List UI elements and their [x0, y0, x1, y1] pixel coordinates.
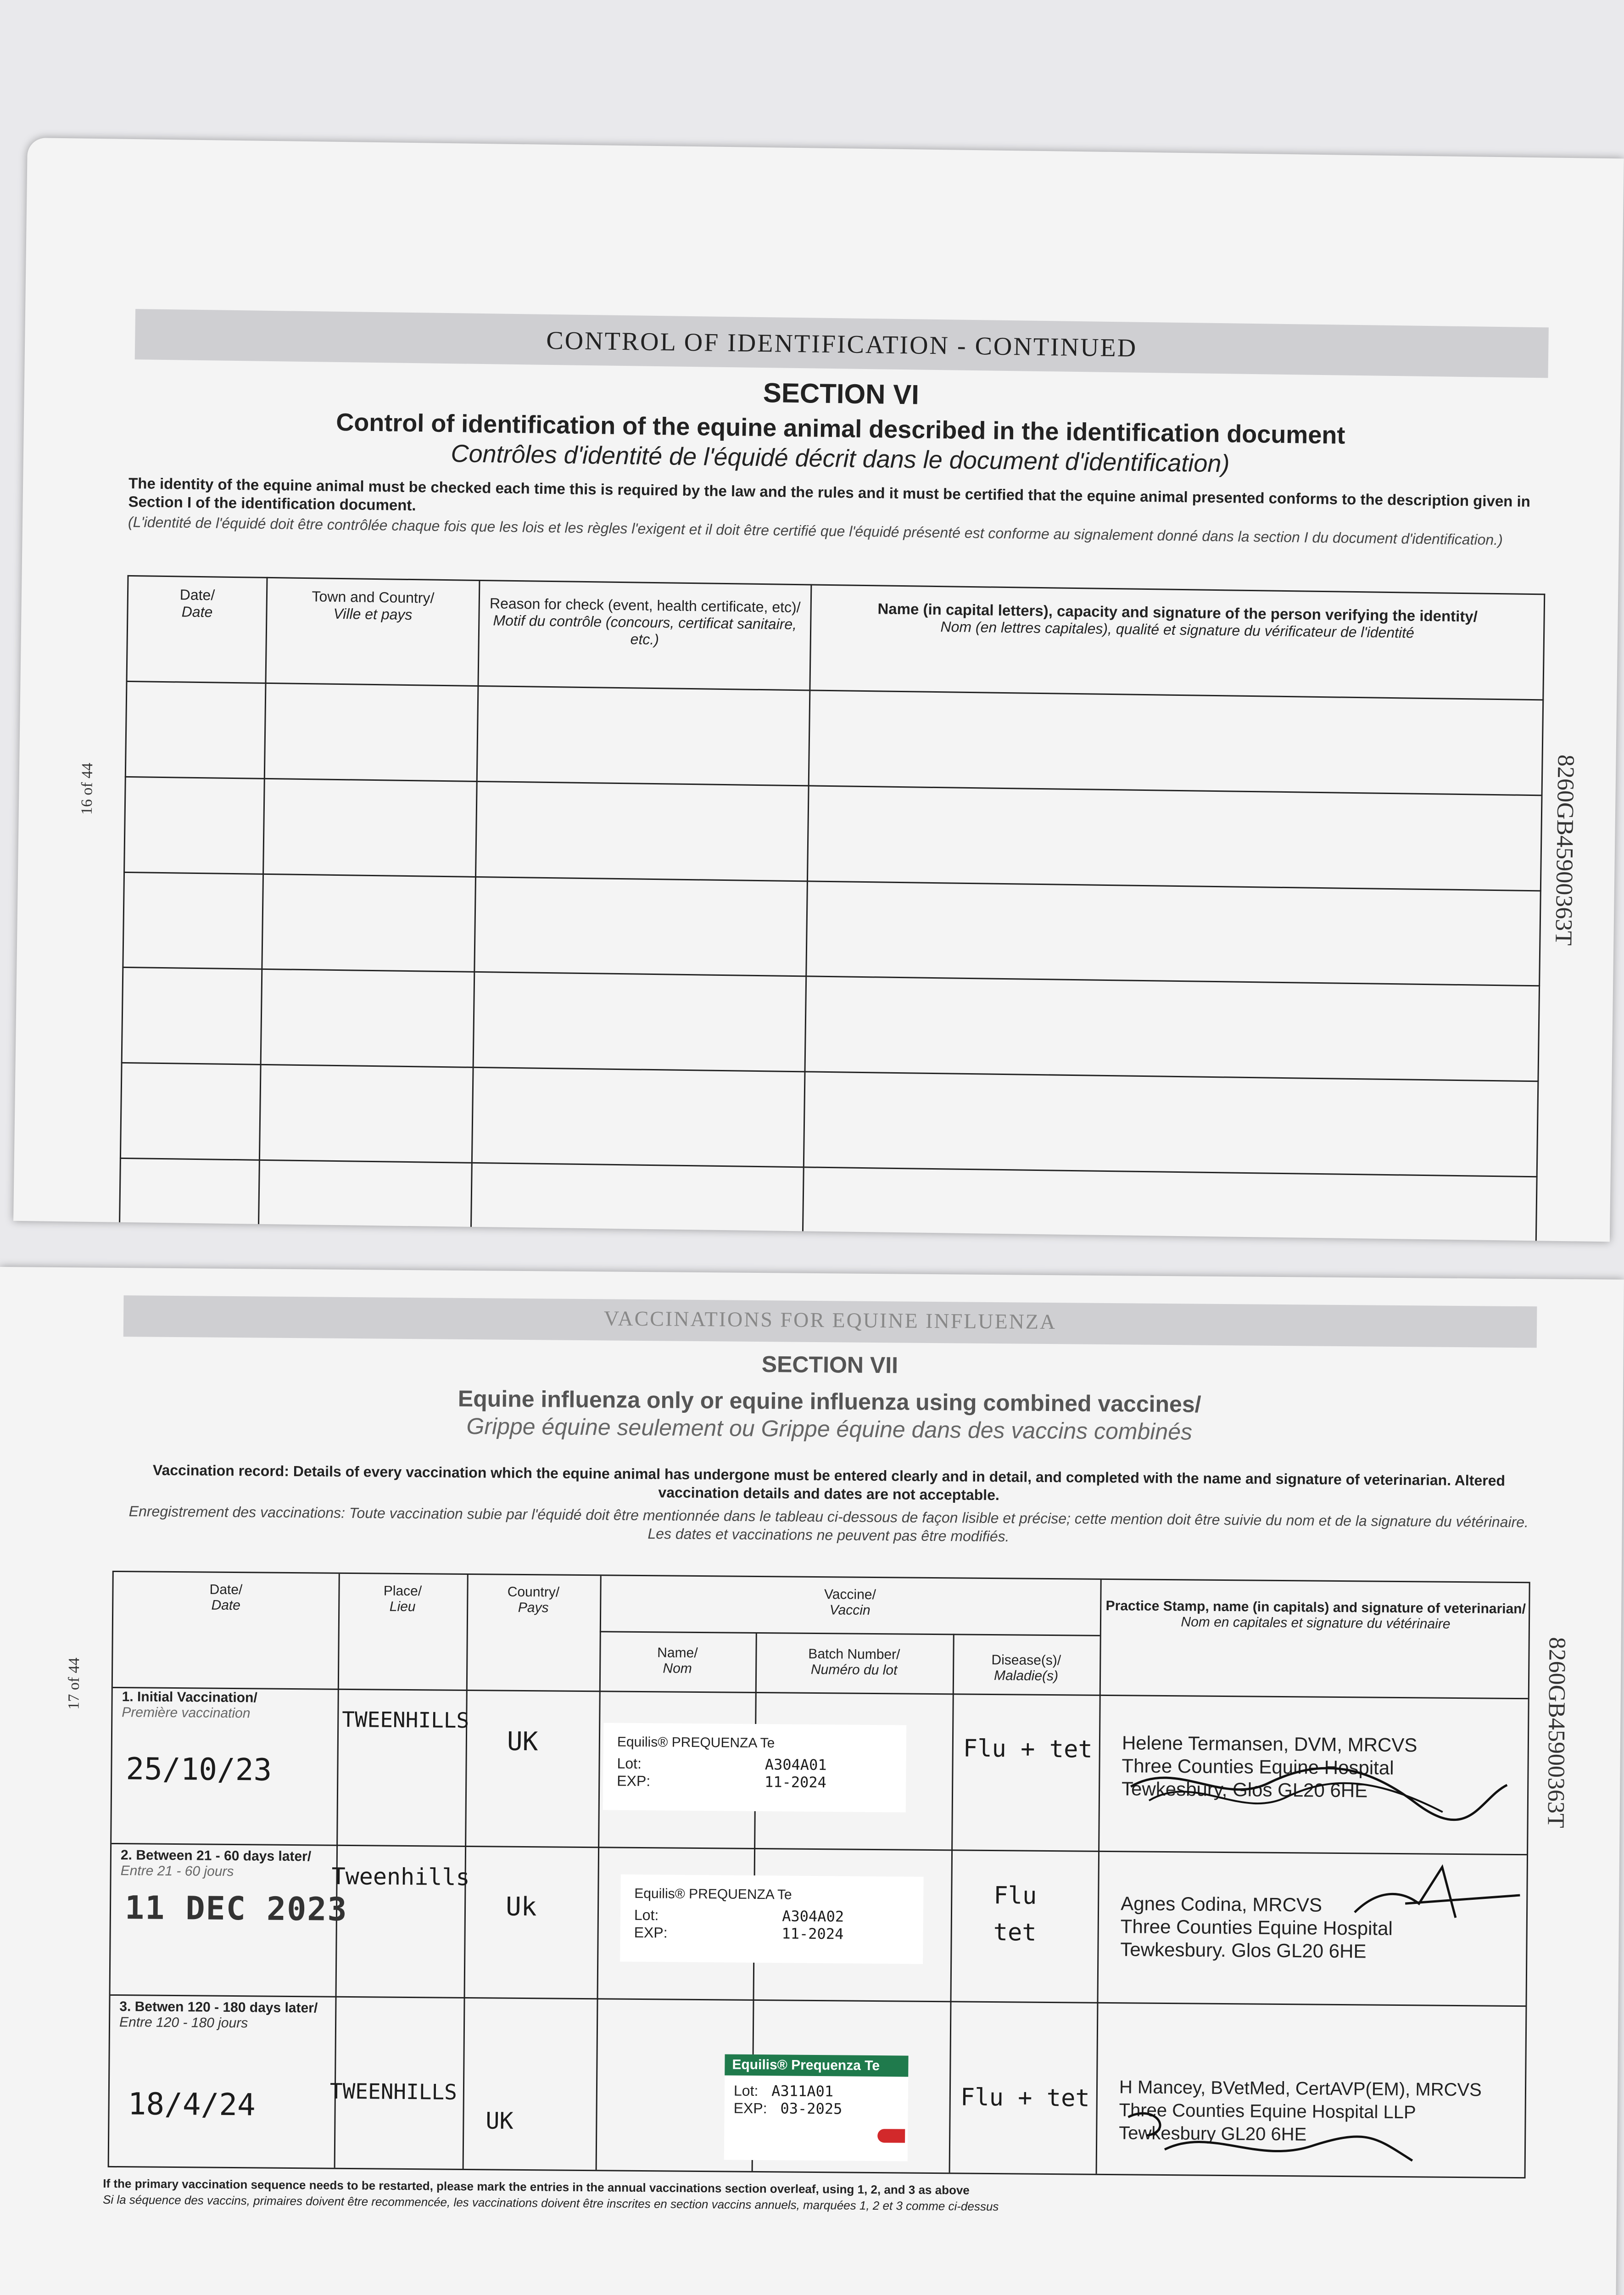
page-section-vi — [13, 138, 1624, 1242]
row-2-date: 11 DEC 2023 — [124, 1889, 348, 1928]
row-3-place: TWEENHILLS — [329, 2078, 458, 2105]
table-row — [123, 872, 1540, 986]
page-number: 17 of 44 — [65, 1657, 83, 1710]
footer-note-en: If the primary vaccination sequence needs to be restarted, please mark the entries in the annual vaccinations section overleaf, using 1, 2, and 3 as above — [103, 2176, 970, 2197]
row-2-country: Uk — [505, 1892, 537, 1922]
row-1-vet-stamp: Helene Termansen, DVM, MRCVS Three Counties Equine Hospital Tewkesbury, Glos GL20 6HE — [1121, 1732, 1418, 1802]
row-1-country: UK — [507, 1726, 538, 1757]
header-date: Date/ Date — [209, 1582, 243, 1613]
band-title: VACCINATIONS FOR EQUINE INFLUENZA — [603, 1306, 1057, 1334]
row-2-vaccine-sticker: Equilis® PREQUENZA Te Lot: A304A02 EXP: 11-2024 — [620, 1875, 923, 1964]
section-title: SECTION VII — [761, 1351, 899, 1378]
identification-check-table — [118, 575, 1545, 1242]
col-reason-header: Reason for check (event, health certificate, etc)/ Motif du contrôle (concours, certificat sanitaire, etc.) — [478, 580, 811, 690]
header-batch: Batch Number/ Numéro du lot — [808, 1646, 900, 1678]
col-town-header: Town and Country/ Ville et pays — [266, 577, 480, 686]
table-header-row — [127, 576, 1545, 700]
row-1-vaccine-sticker: Equilis® PREQUENZA Te Lot: A304A01 EXP: 11-2024 — [603, 1723, 906, 1812]
row-3-vet-stamp: H Mancey, BVetMed, CertAVP(EM), MRCVS Three Counties Equine Hospital LLP Tewkesbury GL20 6HE — [1119, 2077, 1482, 2145]
row-3-signature — [1119, 2085, 1440, 2174]
row-1-place: TWEENHILLS — [342, 1707, 469, 1733]
header-country: Country/ Pays — [507, 1584, 560, 1616]
row-1-date: 25/10/23 — [126, 1751, 272, 1788]
instructions-en: Vaccination record: Details of every vaccination which the equine animal has undergone must be entered clearly and in detail, and completed with the name and signature of veterinarian. Altered vaccination details and dates are not acceptable. — [152, 1461, 1506, 1504]
header-disease: Disease(s)/ Maladie(s) — [991, 1652, 1061, 1684]
title-fr: Contrôles d'identité de l'équidé décrit dans le document d'identification) — [451, 440, 1230, 478]
row-1-label: 1. Initial Vaccination/ Première vaccination — [122, 1689, 257, 1721]
page-section-vii — [0, 1267, 1624, 2295]
row-3-country: UK — [486, 2107, 513, 2134]
row-3-label: 3. Betwen 120 - 180 days later/ Entre 120 - 180 jours — [119, 1999, 318, 2031]
title-en: Control of identification of the equine animal described in the identification document — [335, 408, 1345, 449]
vaccination-table — [108, 1571, 1530, 2178]
row-3-date: 18/4/24 — [128, 2086, 256, 2123]
table-row — [125, 681, 1543, 795]
row-2-disease: Flu tet — [993, 1882, 1037, 1947]
header-practice: Practice Stamp, name (in capitals) and signature of veterinarian/ Nom en capitales et signature du vétérinaire — [1105, 1598, 1526, 1632]
side-code: 8260GB45900363T — [1550, 754, 1579, 946]
table-row — [122, 968, 1539, 1081]
instructions-fr: Enregistrement des vaccinations: Toute vaccination subie par l'équidé doit être mentionnée dans le tableau ci-dessous de façon lisible et précise; cette mention doit être suivie du nom et de la signature du vétérinaire. Les dates et vaccinations ne peuvent pas être modifiés. — [128, 1503, 1529, 1545]
row-2-label: 2. Between 21 - 60 days later/ Entre 21 - 60 jours — [120, 1847, 312, 1880]
section-title: SECTION VI — [763, 377, 920, 410]
table-row — [124, 777, 1542, 890]
header-vaccine-name: Name/ Nom — [657, 1645, 698, 1676]
col-name-header: Name (in capital letters), capacity and signature of the person verifying the identity/ Nom (en lettres capitales), qualité et signature du vérificateur de l'identité — [810, 585, 1545, 700]
row-2-place: Tweenhills — [331, 1863, 470, 1891]
row-3-vaccine-sticker: Equilis® Prequenza Te Lot: A311A01 EXP: 03-2025 — [724, 2054, 909, 2161]
band-title: CONTROL OF IDENTIFICATION - CONTINUED — [546, 326, 1138, 363]
instructions-en: The identity of the equine animal must be checked each time this is required by the law and the rules and it must be certified that the equine animal presented conforms to the description given in Section I of the identification document. — [128, 474, 1531, 514]
row-3-disease: Flu + tet — [960, 2083, 1090, 2112]
header-vaccine: Vaccine/ Vaccin — [824, 1587, 876, 1618]
header-place: Place/ Lieu — [383, 1583, 422, 1615]
red-tab — [877, 2129, 905, 2143]
col-date-header: Date/ Date — [127, 576, 267, 683]
footer-note-fr: Si la séquence des vaccins, primaires doivent être recommencée, les vaccinations doivent être inscrites en section vaccins annuels, marquées 1, 2 et 3 comme ci-dessus — [102, 2192, 999, 2214]
title-en: Equine influenza only or equine influenza using combined vaccines/ — [458, 1385, 1201, 1417]
instructions-fr: (L'identité de l'équidé doit être contrôlée chaque fois que les lois et les règles l'exigent et il doit être certifié que l'équidé présenté est conforme au signalement donné dans la section I du document d'identification.) — [128, 513, 1503, 549]
row-2-vet-stamp: Agnes Codina, MRCVS Three Counties Equine Hospital Tewkesbury. Glos GL20 6HE — [1120, 1892, 1393, 1962]
side-code: 8260GB45900363T — [1542, 1637, 1570, 1828]
page-number: 16 of 44 — [78, 762, 96, 815]
table-row — [120, 1063, 1538, 1177]
row-1-disease: Flu + tet — [963, 1735, 1093, 1763]
row-1-signature — [1122, 1731, 1517, 1826]
title-fr: Grippe équine seulement ou Grippe équine dans des vaccins combinés — [466, 1413, 1193, 1445]
row-2-signature — [1350, 1862, 1525, 1937]
